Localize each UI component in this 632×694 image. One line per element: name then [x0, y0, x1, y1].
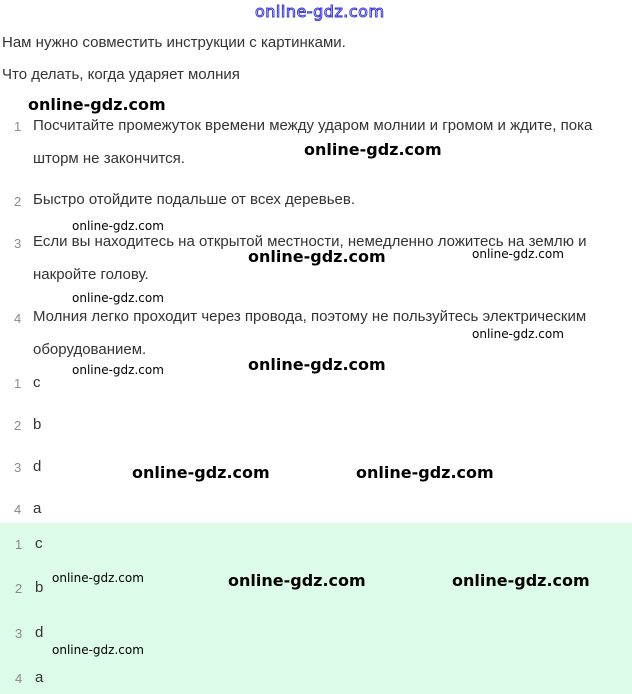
answer-number: 4 — [15, 671, 23, 686]
watermark: online-gdz.com — [248, 247, 386, 266]
instruction-number: 1 — [14, 119, 22, 134]
watermark: online-gdz.com — [452, 571, 590, 590]
watermark: online-gdz.com — [72, 291, 164, 305]
watermark: online-gdz.com — [304, 140, 442, 159]
watermark: online-gdz.com — [356, 463, 494, 482]
highlighted-answer-item-4 — [0, 669, 200, 689]
answer-number: 1 — [14, 376, 22, 391]
answer-letter: b — [33, 416, 42, 433]
answer-number: 2 — [15, 581, 23, 596]
watermark: online-gdz.com — [472, 247, 564, 261]
instruction-number: 3 — [14, 236, 22, 251]
watermark: online-gdz.com — [472, 327, 564, 341]
watermark: online-gdz.com — [248, 355, 386, 374]
instruction-text: Быстро отойдите подальше от всех деревьев. — [33, 191, 356, 208]
answer-number: 3 — [14, 460, 22, 475]
answer-item-4 — [0, 500, 200, 520]
watermark: online-gdz.com — [228, 571, 366, 590]
answer-number: 4 — [14, 502, 22, 517]
highlighted-answer-item-3 — [0, 624, 200, 644]
watermark: online-gdz.com — [72, 363, 164, 377]
answer-letter: d — [35, 624, 44, 641]
watermark: online-gdz.com — [52, 643, 144, 657]
watermark: online-gdz.com — [72, 219, 164, 233]
answer-letter: a — [35, 669, 44, 686]
highlighted-answer-panel — [0, 523, 632, 694]
answer-item-1 — [0, 374, 200, 394]
instruction-item-2 — [0, 183, 600, 216]
answer-number: 3 — [15, 626, 23, 641]
watermark-top: online-gdz.com — [255, 2, 385, 21]
instruction-number: 4 — [14, 311, 22, 326]
answer-letter: c — [35, 535, 43, 552]
watermark: online-gdz.com — [132, 463, 270, 482]
answer-number: 2 — [14, 418, 22, 433]
task-title: Что делать, когда ударяет молния — [2, 66, 240, 83]
answer-letter: c — [33, 374, 41, 391]
instruction-number: 2 — [14, 194, 22, 209]
watermark: online-gdz.com — [52, 571, 144, 585]
instruction-text: Если вы находитесь на открытой местности, немедленно ложитесь на землю и накройте голову. — [33, 233, 587, 283]
answer-number: 1 — [15, 537, 23, 552]
highlighted-answer-item-1 — [0, 535, 200, 555]
answer-letter: b — [35, 579, 44, 596]
instruction-item-1 — [0, 108, 600, 174]
answer-letter: d — [33, 458, 42, 475]
answer-letter: a — [33, 500, 42, 517]
answer-item-2 — [0, 416, 200, 436]
watermark: online-gdz.com — [28, 95, 166, 114]
instruction-text: Посчитайте промежуток времени между ударом молнии и громом и ждите, пока шторм не закончится. — [33, 117, 593, 167]
instruction-text: Молния легко проходит через провода, поэтому не пользуйтесь электрическим оборудованием. — [33, 308, 587, 358]
task-description: Нам нужно совместить инструкции с картинками. — [2, 34, 346, 51]
